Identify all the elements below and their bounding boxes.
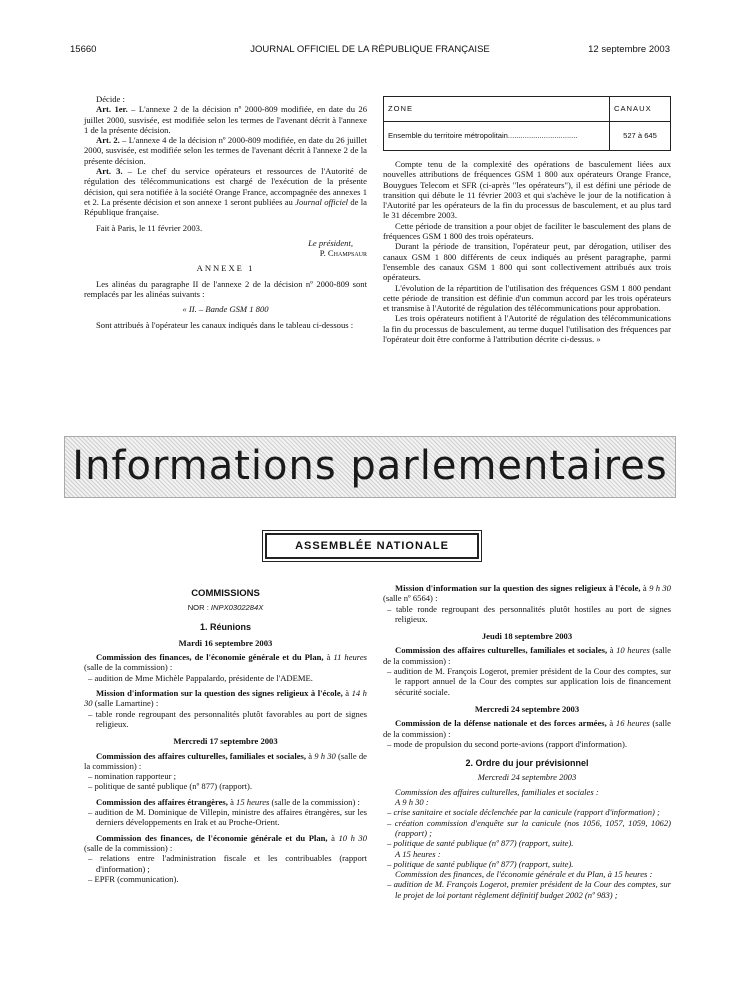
meeting-heading: Commission des finances, de l'économie générale et du Plan, à 10 h 30 (salle de la commission) : xyxy=(84,832,368,853)
issue-date: 12 septembre 2003 xyxy=(588,44,670,55)
article-3 xyxy=(84,166,367,217)
meeting-heading: Commission des affaires culturelles, familiales et sociales, à 9 h 30 (salle de la commission) : xyxy=(84,750,367,771)
agenda-item: – nomination rapporteur ; xyxy=(88,771,177,782)
decide-line: Décide : xyxy=(96,94,125,104)
day-heading: Mercredi 24 septembre 2003 xyxy=(474,703,580,714)
article-2-text: – L'annexe 4 de la décision nº 2000-809 modifiée, en date du 26 juillet 2000, susvisée, est modifiée selon les termes de l'avenant décrit à l'annexe 2 de la présente décision. xyxy=(84,135,368,166)
nor-code: INPX0302284X xyxy=(210,603,264,613)
transition-paragraph-5: Les trois opérateurs notifient à l'Autorité de régulation des télécommunications la fin du processus de basculement, au terme duquel l'utilisation des fréquences par l'opérateur doit être conforme à l'attribution décrite ci-dessus. » xyxy=(383,313,671,345)
nor-label: NOR : xyxy=(187,603,211,613)
table-header-canaux: CANAUX xyxy=(610,97,671,122)
commissions-left-column xyxy=(84,583,367,884)
agenda-item: – table ronde regroupant des personnalités plutôt hostiles au port de signes religieux. xyxy=(387,603,671,624)
page-number: 15660 xyxy=(70,44,97,55)
commissions-right-column xyxy=(383,583,671,900)
agenda-item: – crise sanitaire et sociale déclenchée par la canicule (rapport d'information) ; xyxy=(387,807,660,818)
day-heading: Mardi 16 septembre 2003 xyxy=(178,637,273,648)
agenda-item: – audition de M. François Logerot, premier président de la Cour des comptes, sur le projet de loi portant règlement définitif budget 2002 (nº 983) ; xyxy=(387,879,671,900)
running-header xyxy=(70,44,670,58)
article-2 xyxy=(84,135,367,166)
meeting-heading: Commission des affaires culturelles, familiales et sociales, à 10 heures (salle de la commission) : xyxy=(383,645,671,666)
commissions-heading: COMMISSIONS xyxy=(191,588,260,599)
assembly-title: ASSEMBLÉE NATIONALE xyxy=(265,533,479,559)
agenda-item: – mode de propulsion du second porte-avions (rapport d'information). xyxy=(387,738,627,749)
day-heading: Jeudi 18 septembre 2003 xyxy=(481,631,573,642)
agenda-item: – audition de M. Dominique de Villepin, ministre des affaires étrangères, sur les derniers développements en Irak et au Proche-Orient. xyxy=(88,807,367,828)
agenda-line: Commission des finances, de l'économie générale et du Plan, à 15 heures : xyxy=(395,869,653,880)
article-1-label: Art. 1er. xyxy=(96,104,128,115)
agenda-line: A 9 h 30 : xyxy=(395,797,429,808)
banner-title: Informations parlementaires xyxy=(72,443,668,489)
journal-title: JOURNAL OFFICIEL DE LA RÉPUBLIQUE FRANÇAISE xyxy=(250,44,490,55)
agenda-item: – politique de santé publique (nº 877) (rapport, suite). xyxy=(387,838,574,849)
signature-name: P. Champsaur xyxy=(319,248,367,259)
agenda-item: – table ronde regroupant des personnalités plutôt favorables au port de signes religieux. xyxy=(88,708,367,729)
article-2-label: Art. 2. xyxy=(96,135,120,146)
agenda-item: – politique de santé publique (nº 877) (rapport). xyxy=(88,781,252,792)
agenda-item: – EPFR (communication). xyxy=(88,873,179,884)
table-header-zone: ZONE xyxy=(384,97,610,122)
agenda-item: – audition de M. François Logerot, premier président de la Cour des comptes, sur le rapport annuel de la Cour des comptes sur application lois de financement sécurité sociale. xyxy=(387,666,671,697)
annexe-title: ANNEXE 1 xyxy=(196,263,255,274)
article-3-text-a: – Le chef du service opérateurs et ressources de l'Autorité de régulation des télécommunications est chargé de l'exécution de la présente décision, qui sera notifiée à la société Orange France, accompagnée des annexes 1 et 2. La présente décision et son annexe 1 seront publiées au xyxy=(84,166,368,207)
transition-paragraph-1: Compte tenu de la complexité des opérations de basculement liées aux nouvelles attributions de fréquences GSM 1 800 aux opérateurs Orange France, Bouygues Telecom et SFR (ci-après "les opérateurs"), il est défini une période de transition qui débute le 11 février 2003 et qui s'achève le jour de la notification à l'Autorité par les opérateurs de la fin du processus de basculement, et au plus tard le 31 décembre 2003. xyxy=(383,159,671,221)
agenda-item: – relations entre l'administration fiscale et les contribuables (rapport d'information) ; xyxy=(88,853,367,874)
channels-table xyxy=(383,96,671,151)
annexe-quote: « II. – Bande GSM 1 800 xyxy=(182,304,269,315)
agenda-line: A 15 heures : xyxy=(395,848,441,859)
annexe-paragraph-1: Les alinéas du paragraphe II de l'annexe 2 de la décision nº 2000-809 sont remplacés par les alinéas suivants : xyxy=(84,278,367,300)
agenda-item: – audition de Mme Michèle Pappalardo, présidente de l'ADEME. xyxy=(88,672,313,683)
meeting-heading: Commission des finances, de l'économie générale et du Plan, à 11 heures (salle de la commission) : xyxy=(84,652,367,673)
signature-role: Le président, xyxy=(308,237,353,248)
day-heading: Mercredi 17 septembre 2003 xyxy=(173,736,278,747)
annexe-paragraph-2: Sont attribués à l'opérateur les canaux indiqués dans le tableau ci-dessous : xyxy=(96,319,354,330)
section-banner xyxy=(64,436,676,498)
article-3-text-b: de la République française. xyxy=(84,196,367,218)
transition-paragraph-2: Cette période de transition a pour objet de faciliter le basculement des plans de fréquences GSM 1 800 des trois opérateurs. xyxy=(383,220,671,242)
meeting-heading: Mission d'information sur la question des signes religieux à l'école, à 9 h 30 (salle nº 6564) : xyxy=(383,583,671,604)
decision-column xyxy=(84,94,367,330)
table-cell-zone: Ensemble du territoire métropolitain................................. xyxy=(384,122,610,151)
meeting-heading: Commission de la défense nationale et des forces armées, à 16 heures (salle de la commission) : xyxy=(383,718,671,739)
journal-officiel-ref: Journal officiel xyxy=(295,196,349,207)
meeting-heading: Mission d'information sur la question des signes religieux à l'école, à 14 h 30 (salle Lamartine) : xyxy=(84,688,367,709)
agenda-line: Commission des affaires culturelles, familiales et sociales : xyxy=(395,786,599,797)
fait-a-paris: Fait à Paris, le 11 février 2003. xyxy=(96,222,203,233)
transition-paragraph-3: Durant la période de transition, l'opérateur peut, par dérogation, utiliser des canaux GSM 1 800 différents de ceux indiqués au présent paragraphe, parmi l'ensemble des canaux GSM 1 800 qui sont collectivement attribués aux trois opérateurs. xyxy=(383,241,671,283)
nor-line xyxy=(84,603,367,613)
agenda-item: – politique de santé publique (nº 877) (rapport, suite). xyxy=(387,858,574,869)
agenda-item: – création commission d'enquête sur la canicule (nos 1056, 1057, 1059, 1062) (rapport) ; xyxy=(387,817,671,838)
article-1 xyxy=(84,104,367,135)
article-1-text: – L'annexe 2 de la décision nº 2000-809 modifiée, en date du 26 juillet 2000, susvisée, est modifiée selon les termes de l'avenant décrit à l'annexe 1 de la présente décision. xyxy=(84,104,367,135)
meeting-heading: Commission des affaires étrangères, à 15 heures (salle de la commission) : xyxy=(96,796,360,807)
table-cell-canaux: 527 à 645 xyxy=(610,122,671,151)
transition-column xyxy=(383,96,671,344)
day-heading: Mercredi 24 septembre 2003 xyxy=(477,772,577,783)
transition-paragraph-4: L'évolution de la répartition de l'utilisation des fréquences GSM 1 800 pendant cette période de transition est définie d'un commun accord par les trois opérateurs et transmise à l'Autorité de régulation des télécommunications pour approbation. xyxy=(383,282,671,314)
reunions-heading: 1. Réunions xyxy=(199,621,251,632)
article-3-label: Art. 3. xyxy=(96,166,123,177)
ordre-heading: 2. Ordre du jour prévisionnel xyxy=(465,758,589,769)
